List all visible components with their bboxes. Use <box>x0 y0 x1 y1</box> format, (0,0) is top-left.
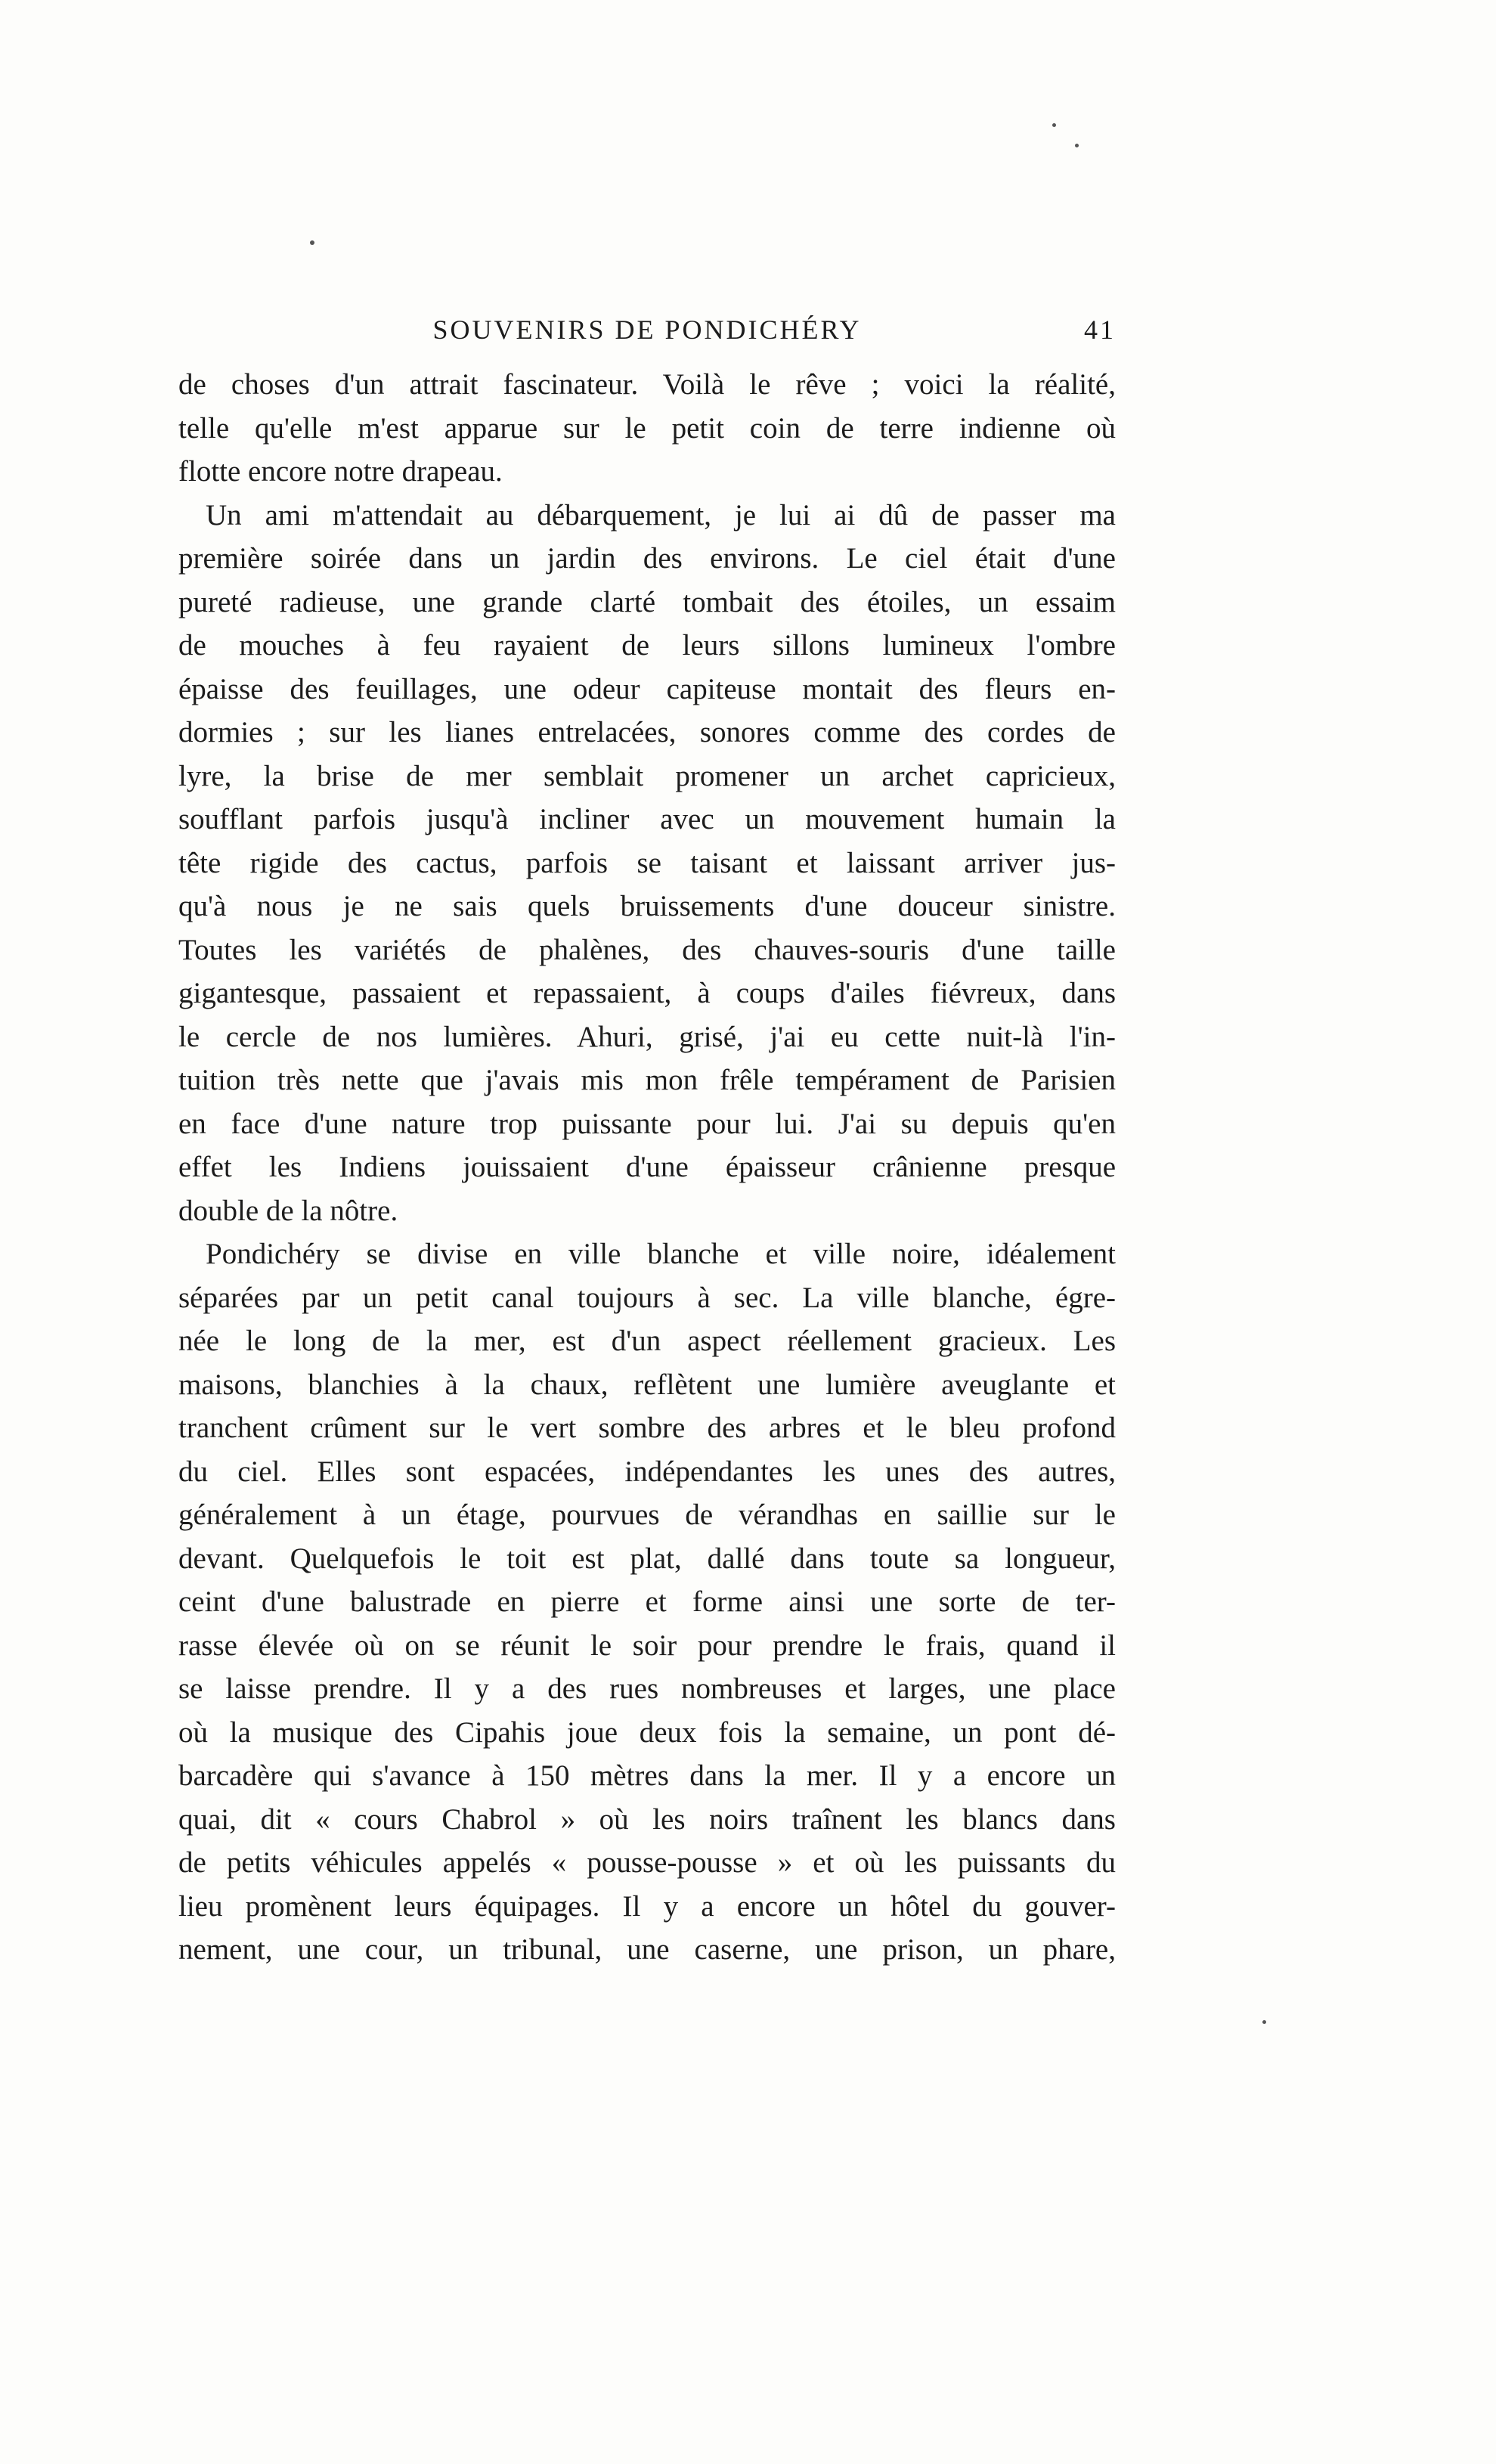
text-line: pureté radieuse, une grande clarté tombait des étoiles, un essaim <box>178 585 1116 618</box>
ink-speck <box>310 240 314 245</box>
text-line: maisons, blanchies à la chaux, reflètent une lumière aveuglante et <box>178 1368 1116 1401</box>
text-line: généralement à un étage, pourvues de vérandhas en saillie sur le <box>178 1499 1116 1531</box>
text-line: première soirée dans un jardin des environs. Le ciel était d'une <box>178 542 1116 575</box>
ink-speck <box>1075 144 1079 147</box>
text-line: nement, une cour, un tribunal, une caserne, une prison, un phare, <box>178 1933 1116 1966</box>
text-line: flotte encore notre drapeau. <box>178 455 503 488</box>
text-line: où la musique des Cipahis joue deux fois la semaine, un pont dé- <box>178 1716 1116 1749</box>
text-line: dormies ; sur les lianes entrelacées, sonores comme des cordes de <box>178 716 1116 748</box>
text-line: double de la nôtre. <box>178 1194 398 1227</box>
text-line: le cercle de nos lumières. Ahuri, grisé, j'ai eu cette nuit-là l'in- <box>178 1020 1116 1053</box>
text-line: née le long de la mer, est d'un aspect réellement gracieux. Les <box>178 1325 1116 1357</box>
text-line: ceint d'une balustrade en pierre et forme ainsi une sorte de ter- <box>178 1585 1116 1618</box>
ink-speck <box>1262 2020 1266 2024</box>
page-number: 41 <box>1084 315 1116 345</box>
text-line: barcadère qui s'avance à 150 mètres dans la mer. Il y a encore un <box>178 1759 1116 1792</box>
text-line: gigantesque, passaient et repassaient, à coups d'ailes fiévreux, dans <box>178 977 1116 1009</box>
text-line: Pondichéry se divise en ville blanche et ville noire, idéalement <box>206 1238 1116 1270</box>
text-line: effet les Indiens jouissaient d'une épaisseur crânienne presque <box>178 1151 1116 1183</box>
text-line: Un ami m'attendait au débarquement, je lui ai dû de passer ma <box>206 498 1116 532</box>
text-line: rasse élevée où on se réunit le soir pour prendre le frais, quand il <box>178 1629 1116 1662</box>
text-line: tuition très nette que j'avais mis mon frêle tempérament de Parisien <box>178 1064 1116 1096</box>
text-line: telle qu'elle m'est apparue sur le petit coin de terre indienne où <box>178 411 1116 445</box>
text-line: se laisse prendre. Il y a des rues nombreuses et larges, une place <box>178 1672 1116 1705</box>
text-line: devant. Quelquefois le toit est plat, dallé dans toute sa longueur, <box>178 1542 1116 1575</box>
text-line: séparées par un petit canal toujours à sec. La ville blanche, égre- <box>178 1281 1116 1314</box>
text-line: qu'à nous je ne sais quels bruissements d'une douceur sinistre. <box>178 890 1116 922</box>
ink-speck <box>1052 123 1056 127</box>
text-line: Toutes les variétés de phalènes, des chauves-souris d'une taille <box>178 933 1116 966</box>
text-line: tranchent crûment sur le vert sombre des arbres et le bleu profond <box>178 1412 1116 1444</box>
text-line: quai, dit « cours Chabrol » où les noirs traînent les blancs dans <box>178 1802 1116 1836</box>
text-line: tête rigide des cactus, parfois se taisant et laissant arriver jus- <box>178 846 1116 879</box>
text-line: lieu promènent leurs équipages. Il y a encore un hôtel du gouver- <box>178 1889 1116 1923</box>
text-line: de mouches à feu rayaient de leurs sillons lumineux l'ombre <box>178 629 1116 662</box>
running-title: SOUVENIRS DE PONDICHÉRY <box>432 315 862 345</box>
text-line: lyre, la brise de mer semblait promener un archet capricieux, <box>178 759 1116 792</box>
text-line: du ciel. Elles sont espacées, indépendantes les unes des autres, <box>178 1455 1116 1488</box>
text-line: de choses d'un attrait fascinateur. Voilà le rêve ; voici la réalité, <box>178 368 1116 401</box>
body-text <box>178 363 1116 1972</box>
text-line: soufflant parfois jusqu'à incliner avec un mouvement humain la <box>178 803 1116 835</box>
text-line: de petits véhicules appelés « pousse-pousse » et où les puissants du <box>178 1846 1116 1879</box>
running-head <box>178 314 1116 359</box>
text-line: épaisse des feuillages, une odeur capiteuse montait des fleurs en- <box>178 672 1116 705</box>
text-line: en face d'une nature trop puissante pour lui. J'ai su depuis qu'en <box>178 1107 1116 1140</box>
